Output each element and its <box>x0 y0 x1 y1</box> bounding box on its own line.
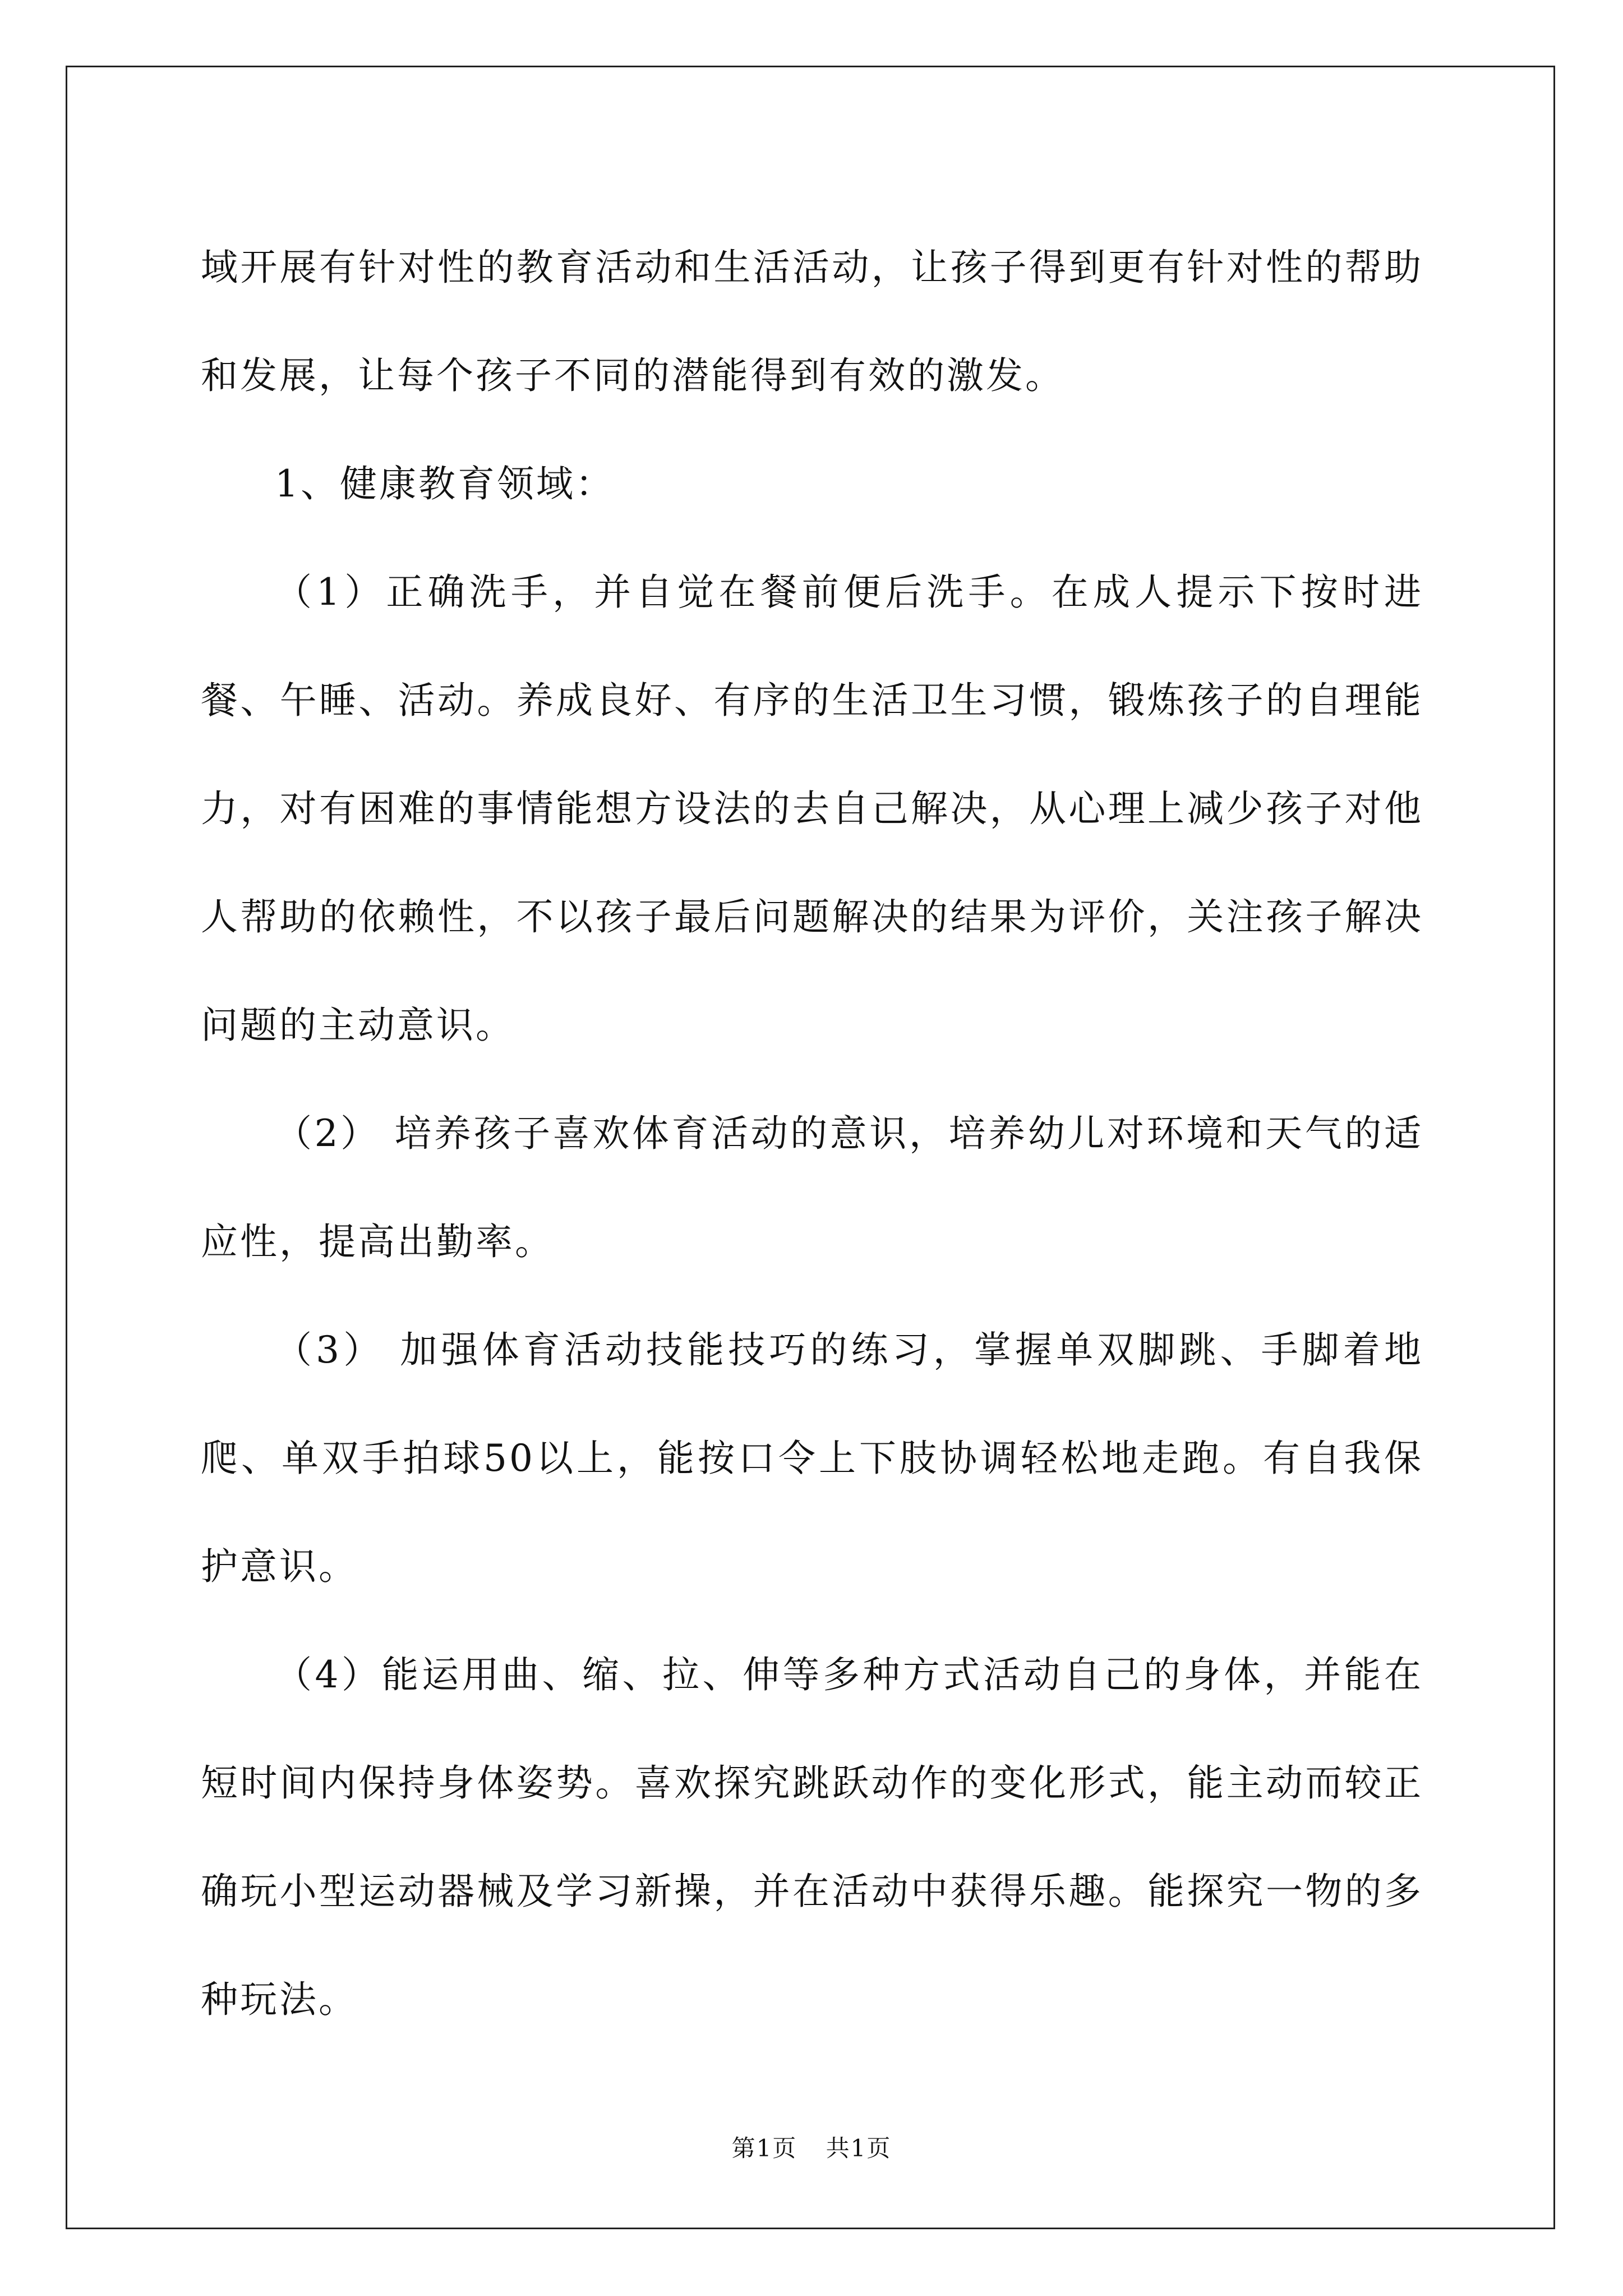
page-number-total: 共1页 <box>826 2134 892 2162</box>
section-heading-health: 1、健康教育领域： <box>275 462 615 505</box>
paragraph-item-2: （2） 培养孩子喜欢体育活动的意识，培养幼儿对环境和天气的适应性，提高出勤率。 <box>201 1112 1423 1263</box>
paragraph-continuation: 域开展有针对性的教育活动和生活活动，让孩子得到更有针对性的帮助和发展，让每个孩子不同的潜能得到有效的激发。 <box>201 246 1423 397</box>
page-number-current: 第1页 <box>731 2134 797 2162</box>
document-body <box>201 213 1423 2054</box>
page-footer <box>0 2132 1623 2165</box>
paragraph-item-4: （4）能运用曲、缩、拉、伸等多种方式活动自己的身体，并能在短时间内保持身体姿势。喜欢探究跳跃动作的变化形式，能主动而较正确玩小型运动器械及学习新操，并在活动中获得乐趣。能探究一物的多种玩法。 <box>201 1653 1423 2021</box>
paragraph-item-3: （3） 加强体育活动技能技巧的练习，掌握单双脚跳、手脚着地爬、单双手拍球50以上，能按口令上下肢协调轻松地走跑。有自我保护意识。 <box>201 1328 1423 1588</box>
paragraph-item-1: （1）正确洗手，并自觉在餐前便后洗手。在成人提示下按时进餐、午睡、活动。养成良好、有序的生活卫生习惯，锻炼孩子的自理能力，对有困难的事情能想方设法的去自己解决，从心理上减少孩子对他人帮助的依赖性，不以孩子最后问题解决的结果为评价，关注孩子解决问题的主动意识。 <box>201 570 1423 1047</box>
